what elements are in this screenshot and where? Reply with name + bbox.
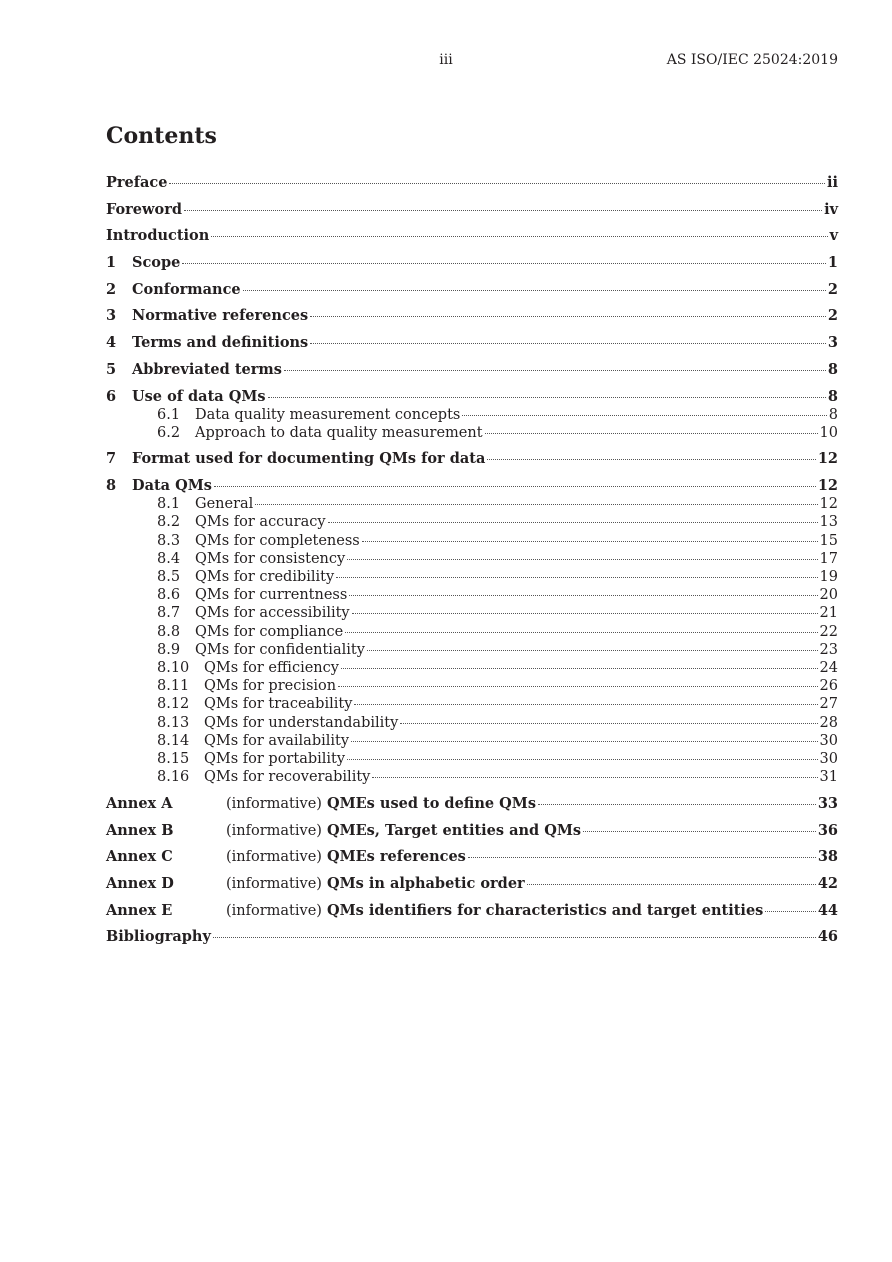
- toc-entry-page: 12: [819, 496, 838, 513]
- dot-leader: [310, 343, 826, 344]
- dot-leader: [487, 459, 815, 460]
- dot-leader: [213, 937, 816, 938]
- toc-entry-page: 8: [828, 406, 838, 423]
- dot-leader: [347, 759, 817, 760]
- toc-entry-page: 23: [819, 641, 838, 658]
- dot-leader: [352, 613, 818, 614]
- toc-entry-page: 17: [819, 550, 838, 567]
- toc-entry-number: 1: [106, 254, 117, 272]
- toc-entry-1[interactable]: [106, 254, 838, 272]
- toc-entry-page: 12: [817, 477, 838, 495]
- dot-leader: [400, 723, 817, 724]
- dot-leader: [268, 397, 826, 398]
- toc-entry-label: QMs for confidentiality: [195, 641, 365, 658]
- toc-entry-label: Approach to data quality measurement: [195, 424, 483, 441]
- toc-entry-page: 15: [819, 532, 838, 549]
- toc-entry-8-2[interactable]: [106, 513, 838, 531]
- toc-entry-page: 1: [827, 254, 838, 272]
- toc-entry-number: 8.6: [157, 587, 181, 604]
- toc-entry-page: 20: [819, 587, 838, 604]
- toc-entry-label: QMs for availability: [204, 732, 350, 749]
- dot-leader: [284, 370, 826, 371]
- toc-entry-number: 7: [106, 450, 117, 468]
- toc-entry-page: iv: [824, 200, 838, 218]
- toc-entry-8[interactable]: [106, 477, 838, 495]
- toc-entry-8-6[interactable]: [106, 586, 838, 604]
- annex-label: Annex C: [106, 848, 173, 866]
- dot-leader: [462, 415, 826, 416]
- toc-entry-annex-d[interactable]: [106, 875, 838, 893]
- toc-entry-page: 8: [827, 387, 838, 405]
- toc-entry-number: 8.15: [157, 750, 190, 767]
- toc-entry-6-1[interactable]: [106, 406, 838, 424]
- toc-entry-8-1[interactable]: [106, 495, 838, 513]
- toc-entry-number: 8.2: [157, 514, 181, 531]
- toc-entry-page: 8: [827, 360, 838, 378]
- toc-entry-7[interactable]: [106, 450, 838, 468]
- toc-entry-number: 8.8: [157, 623, 181, 640]
- toc-entry-label: Data QMs: [132, 477, 212, 495]
- dot-leader: [243, 290, 826, 291]
- header-standard-id: AS ISO/IEC 25024:2019: [666, 52, 838, 68]
- toc-entry-page: 19: [819, 568, 838, 585]
- toc-entry-label: QMs for recoverability: [204, 769, 371, 786]
- toc-entry-number: 6.1: [157, 406, 181, 423]
- dot-leader: [367, 650, 818, 651]
- toc-entry-label: QMs in alphabetic order: [326, 874, 525, 892]
- toc-entry-8-15[interactable]: [106, 750, 838, 768]
- toc-entry-number: 8.13: [157, 714, 190, 731]
- toc-entry-label: QMs identifiers for characteristics and target entities: [326, 901, 764, 919]
- toc-entry-label: Terms and definitions: [132, 334, 309, 352]
- toc-entry-label: QMs for currentness: [195, 587, 348, 604]
- toc-entry-number: 6: [106, 387, 117, 405]
- dot-leader: [338, 686, 817, 687]
- toc-entry-page: 38: [817, 848, 838, 866]
- dot-leader: [182, 263, 826, 264]
- toc-entry-number: 8: [106, 477, 117, 495]
- toc-entry-page: 30: [819, 732, 838, 749]
- table-of-contents: [106, 174, 838, 955]
- toc-entry-page: 10: [819, 424, 838, 441]
- toc-entry-page: 42: [817, 874, 838, 892]
- toc-entry-preface[interactable]: [106, 174, 838, 192]
- toc-entry-page: 21: [819, 605, 838, 622]
- toc-entry-label: QMs for precision: [204, 678, 337, 695]
- dot-leader: [351, 741, 818, 742]
- toc-entry-label: QMs for accuracy: [195, 514, 326, 531]
- toc-entry-page: 22: [819, 623, 838, 640]
- informative-tag: (informative): [226, 849, 322, 866]
- toc-entry-3[interactable]: [106, 307, 838, 325]
- toc-entry-8-16[interactable]: [106, 768, 838, 786]
- toc-entry-annex-a[interactable]: [106, 795, 838, 813]
- toc-entry-page: 13: [819, 514, 838, 531]
- toc-entry-label: Normative references: [132, 307, 309, 325]
- toc-entry-number: 8.12: [157, 696, 190, 713]
- toc-entry-8-11[interactable]: [106, 677, 838, 695]
- toc-entry-introduction[interactable]: [106, 227, 838, 245]
- toc-entry-number: 8.1: [157, 496, 181, 513]
- toc-entry-foreword[interactable]: [106, 201, 838, 219]
- toc-entry-8-4[interactable]: [106, 550, 838, 568]
- toc-entry-4[interactable]: [106, 334, 838, 352]
- toc-entry-label: Conformance: [132, 280, 241, 298]
- informative-tag: (informative): [226, 822, 322, 839]
- toc-entry-page: 30: [819, 750, 838, 767]
- dot-leader: [583, 831, 816, 832]
- toc-entry-number: 3: [106, 307, 117, 325]
- annex-label: Annex B: [106, 821, 174, 839]
- dot-leader: [354, 704, 817, 705]
- toc-entry-2[interactable]: [106, 281, 838, 299]
- toc-entry-label: General: [195, 496, 254, 513]
- toc-entry-8-13[interactable]: [106, 714, 838, 732]
- toc-entry-label: Format used for documenting QMs for data: [132, 450, 486, 468]
- toc-entry-number: 8.3: [157, 532, 181, 549]
- toc-entry-annex-e[interactable]: [106, 902, 838, 920]
- toc-entry-label: QMs for efficiency: [204, 659, 339, 676]
- toc-entry-number: 8.11: [157, 678, 190, 695]
- toc-entry-page: 2: [827, 307, 838, 325]
- annex-label: Annex E: [106, 901, 173, 919]
- toc-entry-label: QMs for compliance: [195, 623, 344, 640]
- dot-leader: [347, 559, 817, 560]
- toc-entry-label: QMs for consistency: [195, 550, 346, 567]
- toc-entry-label: QMs for accessibility: [195, 605, 350, 622]
- dot-leader: [349, 595, 817, 596]
- toc-entry-8-7[interactable]: [106, 604, 838, 622]
- dot-leader: [527, 884, 816, 885]
- toc-entry-6-2[interactable]: [106, 424, 838, 442]
- annex-label: Annex D: [106, 874, 174, 892]
- toc-entry-number: 4: [106, 334, 117, 352]
- toc-entry-label: Use of data QMs: [132, 387, 266, 405]
- toc-entry-number: 8.5: [157, 568, 181, 585]
- toc-entry-6[interactable]: [106, 388, 838, 406]
- toc-entry-label: QMEs, Target entities and QMs: [326, 821, 582, 839]
- toc-entry-8-12[interactable]: [106, 695, 838, 713]
- toc-entry-label: Abbreviated terms: [132, 360, 282, 378]
- toc-entry-label: Introduction: [106, 227, 210, 245]
- toc-entry-label: QMEs references: [326, 848, 466, 866]
- toc-entry-page: 44: [817, 901, 838, 919]
- informative-tag: (informative): [226, 902, 322, 919]
- dot-leader: [310, 316, 826, 317]
- toc-entry-label: QMs for credibility: [195, 568, 335, 585]
- dot-leader: [336, 577, 817, 578]
- toc-entry-page: 33: [817, 794, 838, 812]
- dot-leader: [255, 504, 817, 505]
- toc-entry-number: 5: [106, 360, 117, 378]
- dot-leader: [211, 236, 827, 237]
- contents-title: Contents: [106, 123, 217, 149]
- toc-entry-label: Bibliography: [106, 928, 211, 946]
- toc-entry-label: QMs for understandability: [204, 714, 399, 731]
- dot-leader: [341, 668, 818, 669]
- toc-entry-page: v: [829, 227, 838, 245]
- toc-entry-8-9[interactable]: [106, 641, 838, 659]
- dot-leader: [372, 777, 817, 778]
- toc-entry-number: 8.7: [157, 605, 181, 622]
- toc-entry-number: 8.16: [157, 769, 190, 786]
- toc-entry-8-8[interactable]: [106, 623, 838, 641]
- toc-entry-number: 8.14: [157, 732, 190, 749]
- annex-label: Annex A: [106, 794, 173, 812]
- toc-entry-8-3[interactable]: [106, 532, 838, 550]
- informative-tag: (informative): [226, 875, 322, 892]
- toc-entry-annex-c[interactable]: [106, 848, 838, 866]
- toc-entry-8-10[interactable]: [106, 659, 838, 677]
- toc-entry-8-14[interactable]: [106, 732, 838, 750]
- toc-entry-label: QMEs used to define QMs: [326, 794, 536, 812]
- toc-entry-bibliography[interactable]: [106, 928, 838, 946]
- toc-entry-page: 27: [819, 696, 838, 713]
- dot-leader: [765, 911, 815, 912]
- dot-leader: [184, 210, 822, 211]
- toc-entry-page: 3: [827, 334, 838, 352]
- dot-leader: [328, 522, 818, 523]
- dot-leader: [345, 632, 817, 633]
- toc-entry-page: ii: [826, 174, 838, 191]
- toc-entry-page: 26: [819, 678, 838, 695]
- toc-entry-page: 12: [817, 450, 838, 468]
- toc-entry-8-5[interactable]: [106, 568, 838, 586]
- toc-entry-number: 8.9: [157, 641, 181, 658]
- toc-entry-label: QMs for traceability: [204, 696, 353, 713]
- dot-leader: [485, 433, 818, 434]
- toc-entry-page: 24: [819, 659, 838, 676]
- toc-entry-page: 28: [819, 714, 838, 731]
- toc-entry-label: QMs for portability: [204, 750, 346, 767]
- toc-entry-page: 2: [827, 280, 838, 298]
- toc-entry-5[interactable]: [106, 361, 838, 379]
- toc-entry-page: 31: [819, 769, 838, 786]
- toc-entry-number: 6.2: [157, 424, 181, 441]
- toc-entry-number: 2: [106, 280, 117, 298]
- dot-leader: [169, 183, 825, 184]
- dot-leader: [362, 541, 818, 542]
- informative-tag: (informative): [226, 795, 322, 812]
- dot-leader: [538, 804, 816, 805]
- toc-entry-label: Data quality measurement concepts: [195, 406, 461, 423]
- toc-entry-number: 8.4: [157, 550, 181, 567]
- toc-entry-number: 8.10: [157, 659, 190, 676]
- dot-leader: [468, 857, 816, 858]
- toc-entry-label: QMs for completeness: [195, 532, 360, 549]
- toc-entry-label: Foreword: [106, 200, 182, 218]
- toc-entry-page: 46: [817, 928, 838, 946]
- dot-leader: [214, 486, 816, 487]
- header-page-number: iii: [439, 52, 453, 68]
- toc-entry-annex-b[interactable]: [106, 822, 838, 840]
- toc-entry-label: Preface: [106, 174, 168, 191]
- toc-entry-page: 36: [817, 821, 838, 839]
- toc-entry-label: Scope: [132, 254, 181, 272]
